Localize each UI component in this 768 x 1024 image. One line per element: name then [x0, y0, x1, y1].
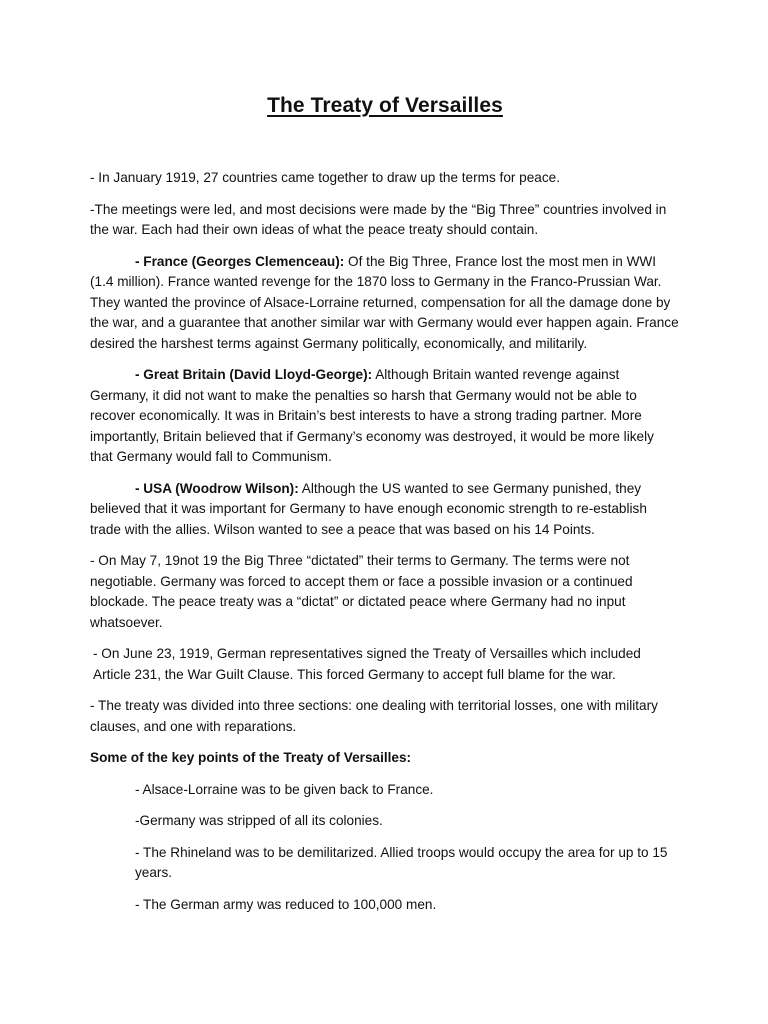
france-label: - France (Georges Clemenceau): — [135, 253, 345, 269]
usa-text: Although the US wanted to see Germany punished, they believed that it was important for Germany to have enough economic strength to re-establish trade with the allies. Wilson wanted to see a peace that was based on his 14 Points. — [90, 480, 647, 537]
france-text: Of the Big Three, France lost the most men in WWI (1.4 million). France wanted revenge for the 1870 loss to Germany in the Franco-Prussian War. They wanted the province of Alsace-Lorraine returned, compensation for all the damage done by the war, and a guarantee that another similar war with Germany would ever happen again. France desired the harshest terms against Germany politically, economically, and militarily. — [90, 253, 679, 351]
paragraph-may-1919: - On May 7, 19not 19 the Big Three “dictated” their terms to Germany. The terms were not negotiable. Germany was forced to accept them or face a possible invasion or a continued blockade. The peace treaty was a “dictat” or dictated peace where Germany had no input whatsoever. — [90, 553, 633, 630]
britain-text: Although Britain wanted revenge against Germany, it did not want to make the penalties so harsh that Germany would not be able to recover economically. It was in Britain’s best interests to have a strong trading partner. More importantly, Britain believed that if Germany’s economy was destroyed, it would be more likely that Germany would fall to Communism. — [90, 367, 654, 464]
paragraph-usa — [90, 479, 680, 541]
list-item: - The Rhineland was to be demilitarized. Allied troops would occupy the area for up to 15 years. — [135, 844, 668, 880]
list-item: -Germany was stripped of all its colonies. — [135, 813, 383, 828]
paragraph-january-1919: - In January 1919, 27 countries came together to draw up the terms for peace. — [90, 170, 560, 185]
paragraph-britain — [90, 365, 680, 468]
key-points-heading: Some of the key points of the Treaty of Versailles: — [90, 750, 412, 765]
list-item: - The German army was reduced to 100,000 men. — [135, 896, 437, 912]
key-points-list — [90, 780, 680, 916]
usa-label: - USA (Woodrow Wilson): — [135, 480, 299, 496]
britain-label: - Great Britain (David Lloyd-George): — [135, 367, 373, 382]
paragraph-france — [90, 252, 680, 355]
paragraph-big-three: -The meetings were led, and most decisions were made by the “Big Three” countries involved in the war. Each had their own ideas of what the peace treaty should contain. — [90, 201, 667, 237]
list-item: - Alsace-Lorraine was to be given back to France. — [135, 781, 434, 797]
paragraph-three-sections: - The treaty was divided into three sections: one dealing with territorial losses, one with military clauses, and one with reparations. — [90, 698, 658, 734]
document-title: The Treaty of Versailles — [267, 94, 503, 117]
paragraph-june-1919: - On June 23, 1919, German representatives signed the Treaty of Versailles which included Article 231, the War Guilt Clause. This forced Germany to accept full blame for the war. — [93, 646, 641, 682]
